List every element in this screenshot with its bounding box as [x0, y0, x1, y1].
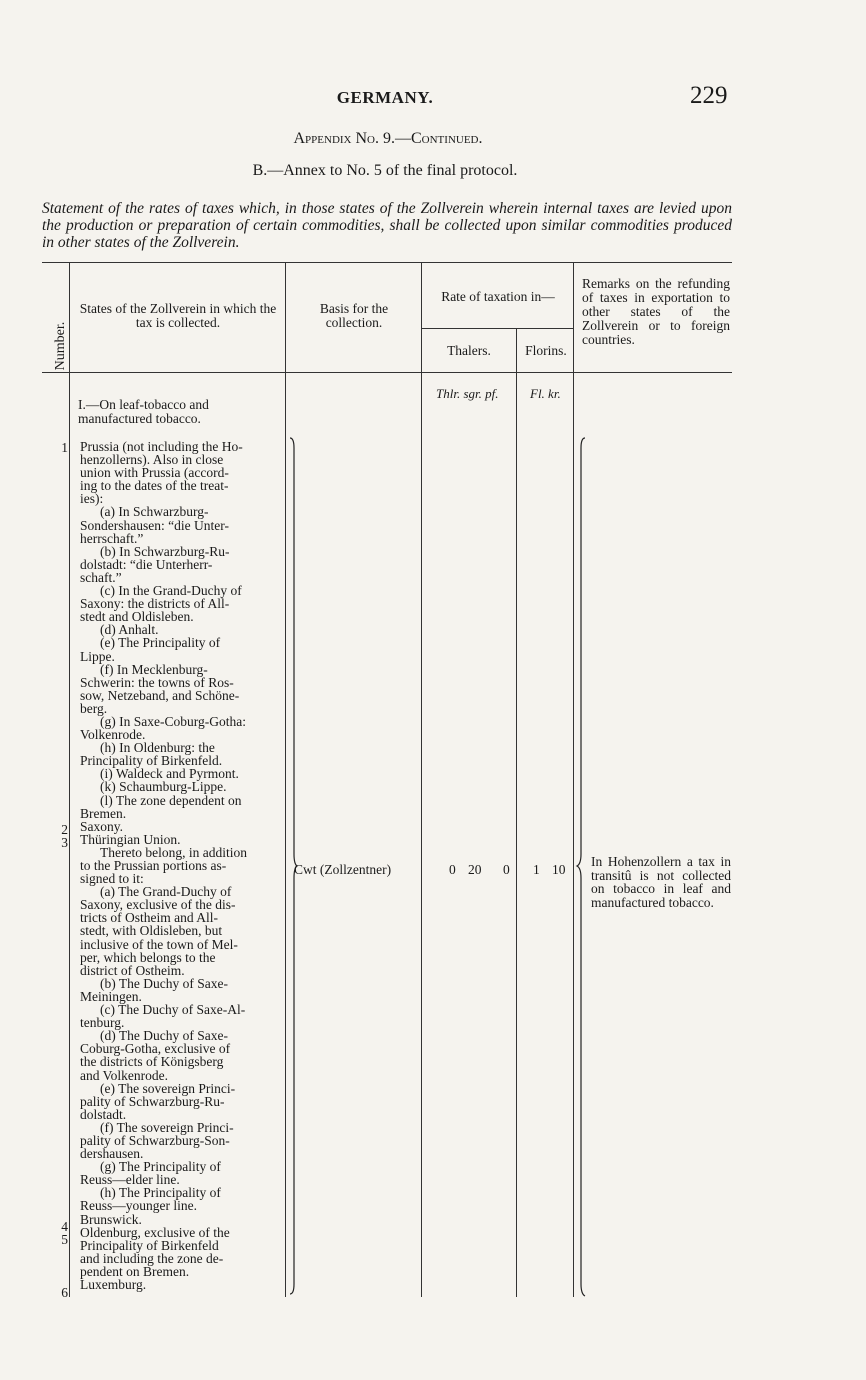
florins-column-header: Florins.: [525, 343, 567, 358]
states-column-header: States of the Zollverein in which the tax is collected.: [79, 301, 277, 330]
statement-paragraph: Statement of the rates of taxes which, in those states of the Zollverein wherein internal taxes are levied upon the production or preparation of certain commodities, shall be collected upon similar commodities produced in other states of the Zollverein.: [42, 200, 732, 251]
state-line: (f) In Mecklenburg-: [100, 661, 208, 677]
column-divider: [516, 328, 517, 1297]
state-line: schaft.”: [80, 569, 122, 585]
state-line: Saxony: the districts of All-: [80, 596, 230, 612]
state-line: tenburg.: [80, 1015, 125, 1031]
state-line: stedt, with Oldisleben, but: [80, 923, 223, 939]
state-line: stedt and Oldisleben.: [80, 609, 194, 625]
rate-florins: 1: [533, 862, 540, 877]
state-line: Saxony, exclusive of the dis-: [80, 897, 236, 913]
states-list: [80, 440, 281, 1291]
rate-pf: 0: [503, 862, 510, 877]
state-line: Brunswick.: [80, 1211, 142, 1227]
state-line: Sondershausen: “die Unter-: [80, 517, 229, 533]
state-line: the districts of Königsberg: [80, 1054, 224, 1070]
right-brace: [575, 436, 589, 1298]
rate-kreuzer: 10: [552, 862, 566, 877]
basis-value: Cwt (Zollzentner): [294, 862, 392, 877]
state-line: (b) The Duchy of Saxe-: [100, 975, 228, 991]
state-line: to the Prussian portions as-: [80, 858, 227, 873]
table-top-rule: [42, 262, 732, 263]
running-header: GERMANY.: [336, 88, 434, 107]
state-line: inclusive of the town of Mel-: [80, 936, 238, 952]
state-line: Saxony.: [80, 818, 123, 834]
state-line: Reuss—younger line.: [80, 1198, 197, 1214]
florins-units: Fl. kr.: [530, 386, 561, 401]
state-line: dolstadt: “die Unterherr-: [80, 556, 213, 572]
state-line: (g) The Principality of: [100, 1159, 221, 1175]
state-line: (h) In Oldenburg: the: [100, 740, 215, 756]
state-line: (g) In Saxe-Coburg-Gotha:: [100, 713, 246, 729]
state-line: ies):: [80, 491, 104, 507]
state-line: Thereto belong, in addition: [100, 844, 247, 860]
state-line: Prussia (not including the Ho-: [80, 439, 243, 454]
state-line: (f) The sovereign Princi-: [100, 1119, 234, 1135]
section-title: I.—On leaf-tobacco and manufactured tobacco.: [78, 397, 209, 426]
state-line: (a) The Grand-Duchy of: [100, 884, 232, 900]
state-line: pendent on Bremen.: [80, 1263, 190, 1279]
state-line: (c) The Duchy of Saxe-Al-: [100, 1002, 246, 1018]
remark-text: In Hohenzollern a tax in transitû is not collected on tobacco in leaf and manufactured tobacco.: [591, 854, 731, 910]
column-divider: [421, 262, 422, 1297]
rate-sgr: 20: [468, 862, 482, 877]
rate-thalers: 0: [449, 862, 456, 877]
basis-column-header: Basis for the collection.: [319, 301, 389, 330]
column-divider: [573, 262, 574, 1297]
state-line: Coburg-Gotha, exclusive of: [80, 1041, 231, 1057]
rate-subheader-rule: [421, 328, 573, 329]
state-line: (e) The sovereign Princi-: [100, 1080, 236, 1096]
state-line: (e) The Principality of: [100, 635, 221, 651]
row-number: 4: [61, 1219, 68, 1234]
state-line: Thüringian Union.: [80, 831, 181, 847]
state-line: herrschaft.”: [80, 530, 144, 546]
state-line: and including the zone de-: [80, 1250, 224, 1266]
row-number: 5: [61, 1232, 68, 1247]
state-line: (b) In Schwarzburg-Ru-: [100, 543, 230, 559]
state-line: (c) In the Grand-Duchy of: [100, 583, 242, 599]
rate-column-header: Rate of taxation in—: [441, 289, 555, 304]
state-line: (l) The zone dependent on: [100, 792, 242, 808]
state-line: Lippe.: [80, 648, 115, 664]
state-line: Reuss—elder line.: [80, 1172, 180, 1188]
state-line: ing to the dates of the treat-: [80, 478, 229, 494]
annex-heading: B.—Annex to No. 5 of the final protocol.: [252, 162, 518, 179]
state-line: (a) In Schwarzburg-: [100, 504, 209, 520]
state-line: (k) Schaumburg-Lippe.: [100, 779, 227, 795]
table-header-rule: [42, 372, 732, 373]
state-line: berg.: [80, 700, 108, 716]
state-line: pality of Schwarzburg-Son-: [80, 1132, 230, 1148]
state-line: Bremen.: [80, 805, 127, 821]
state-line: tricts of Ostheim and All-: [80, 910, 218, 926]
state-line: union with Prussia (accord-: [80, 465, 229, 481]
state-line: district of Ostheim.: [80, 962, 185, 978]
state-line: Schwerin: the towns of Ros-: [80, 674, 234, 690]
state-line: Principality of Birkenfeld: [80, 1237, 219, 1253]
row-number: 2: [61, 822, 68, 837]
state-line: (d) The Duchy of Saxe-: [100, 1028, 228, 1044]
state-line: dershausen.: [80, 1146, 144, 1162]
state-line: (h) The Principality of: [100, 1185, 221, 1201]
remarks-column-header: Remarks on the refunding of taxes in exportation to other states of the Zollverein or to foreign countries.: [582, 276, 730, 347]
thalers-units: Thlr. sgr. pf.: [436, 386, 499, 401]
state-line: per, which belongs to the: [80, 949, 216, 965]
column-divider: [69, 262, 70, 1297]
state-line: Meiningen.: [80, 988, 142, 1004]
number-column-header: Number.: [53, 321, 68, 371]
state-line: Volkenrode.: [80, 727, 146, 743]
state-line: Oldenburg, exclusive of the: [80, 1224, 230, 1240]
row-number: 6: [61, 1285, 68, 1300]
state-line: and Volkenrode.: [80, 1067, 168, 1083]
state-line: (d) Anhalt.: [100, 622, 159, 638]
state-line: sow, Netzeband, and Schöne-: [80, 687, 240, 703]
state-line: signed to it:: [80, 871, 144, 887]
state-line: Principality of Birkenfeld.: [80, 753, 223, 769]
state-line: (i) Waldeck and Pyrmont.: [100, 766, 239, 782]
row-number: 3: [61, 835, 68, 850]
appendix-heading: Appendix No. 9.—Continued.: [293, 130, 483, 147]
page-number: 229: [690, 82, 728, 109]
state-line: dolstadt.: [80, 1106, 127, 1122]
state-line: pality of Schwarzburg-Ru-: [80, 1093, 225, 1109]
state-line: Luxemburg.: [80, 1277, 147, 1292]
thalers-column-header: Thalers.: [447, 343, 491, 358]
row-number: 1: [61, 440, 68, 455]
state-line: henzollerns). Also in close: [80, 452, 224, 468]
